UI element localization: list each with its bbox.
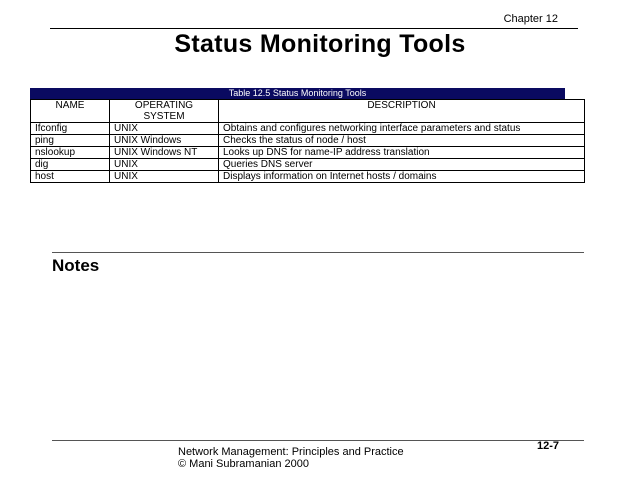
cell-description: Queries DNS server xyxy=(219,159,585,171)
page-title: Status Monitoring Tools xyxy=(174,30,466,58)
page-number: 12-7 xyxy=(537,440,560,452)
cell-description: Displays information on Internet hosts / domains xyxy=(219,171,585,183)
table-caption: Table 12.5 Status Monitoring Tools xyxy=(30,88,565,99)
notes-divider xyxy=(52,252,584,253)
cell-os: UNIX Windows NT xyxy=(110,147,219,159)
column-header-os: OPERATING SYSTEM xyxy=(110,100,219,123)
cell-os: UNIX xyxy=(110,171,219,183)
footer-copyright: © Mani Subramanian 2000 xyxy=(178,458,310,470)
column-header-description: DESCRIPTION xyxy=(219,100,585,123)
column-header-name: NAME xyxy=(31,100,110,123)
status-tools-table xyxy=(30,99,585,183)
footer xyxy=(178,446,404,470)
cell-description: Looks up DNS for name-IP address translation xyxy=(219,147,585,159)
cell-os: UNIX xyxy=(110,123,219,135)
header-divider xyxy=(50,28,578,29)
status-tools-table-container xyxy=(30,88,585,183)
table-row xyxy=(31,135,585,147)
table-row xyxy=(31,159,585,171)
table-row xyxy=(31,123,585,135)
footer-book-title: Network Management: Principles and Practice xyxy=(178,446,404,458)
table-row xyxy=(31,171,585,183)
notes-heading: Notes xyxy=(52,256,100,275)
cell-name: ping xyxy=(31,135,110,147)
cell-description: Checks the status of node / host xyxy=(219,135,585,147)
footer-divider xyxy=(52,440,584,441)
cell-os: UNIX Windows xyxy=(110,135,219,147)
cell-name: nslookup xyxy=(31,147,110,159)
cell-name: host xyxy=(31,171,110,183)
cell-os: UNIX xyxy=(110,159,219,171)
cell-name: dig xyxy=(31,159,110,171)
cell-description: Obtains and configures networking interface parameters and status xyxy=(219,123,585,135)
chapter-label: Chapter 12 xyxy=(503,13,558,25)
table-header-row xyxy=(31,100,585,123)
cell-name: Ifconfig xyxy=(31,123,110,135)
table-row xyxy=(31,147,585,159)
